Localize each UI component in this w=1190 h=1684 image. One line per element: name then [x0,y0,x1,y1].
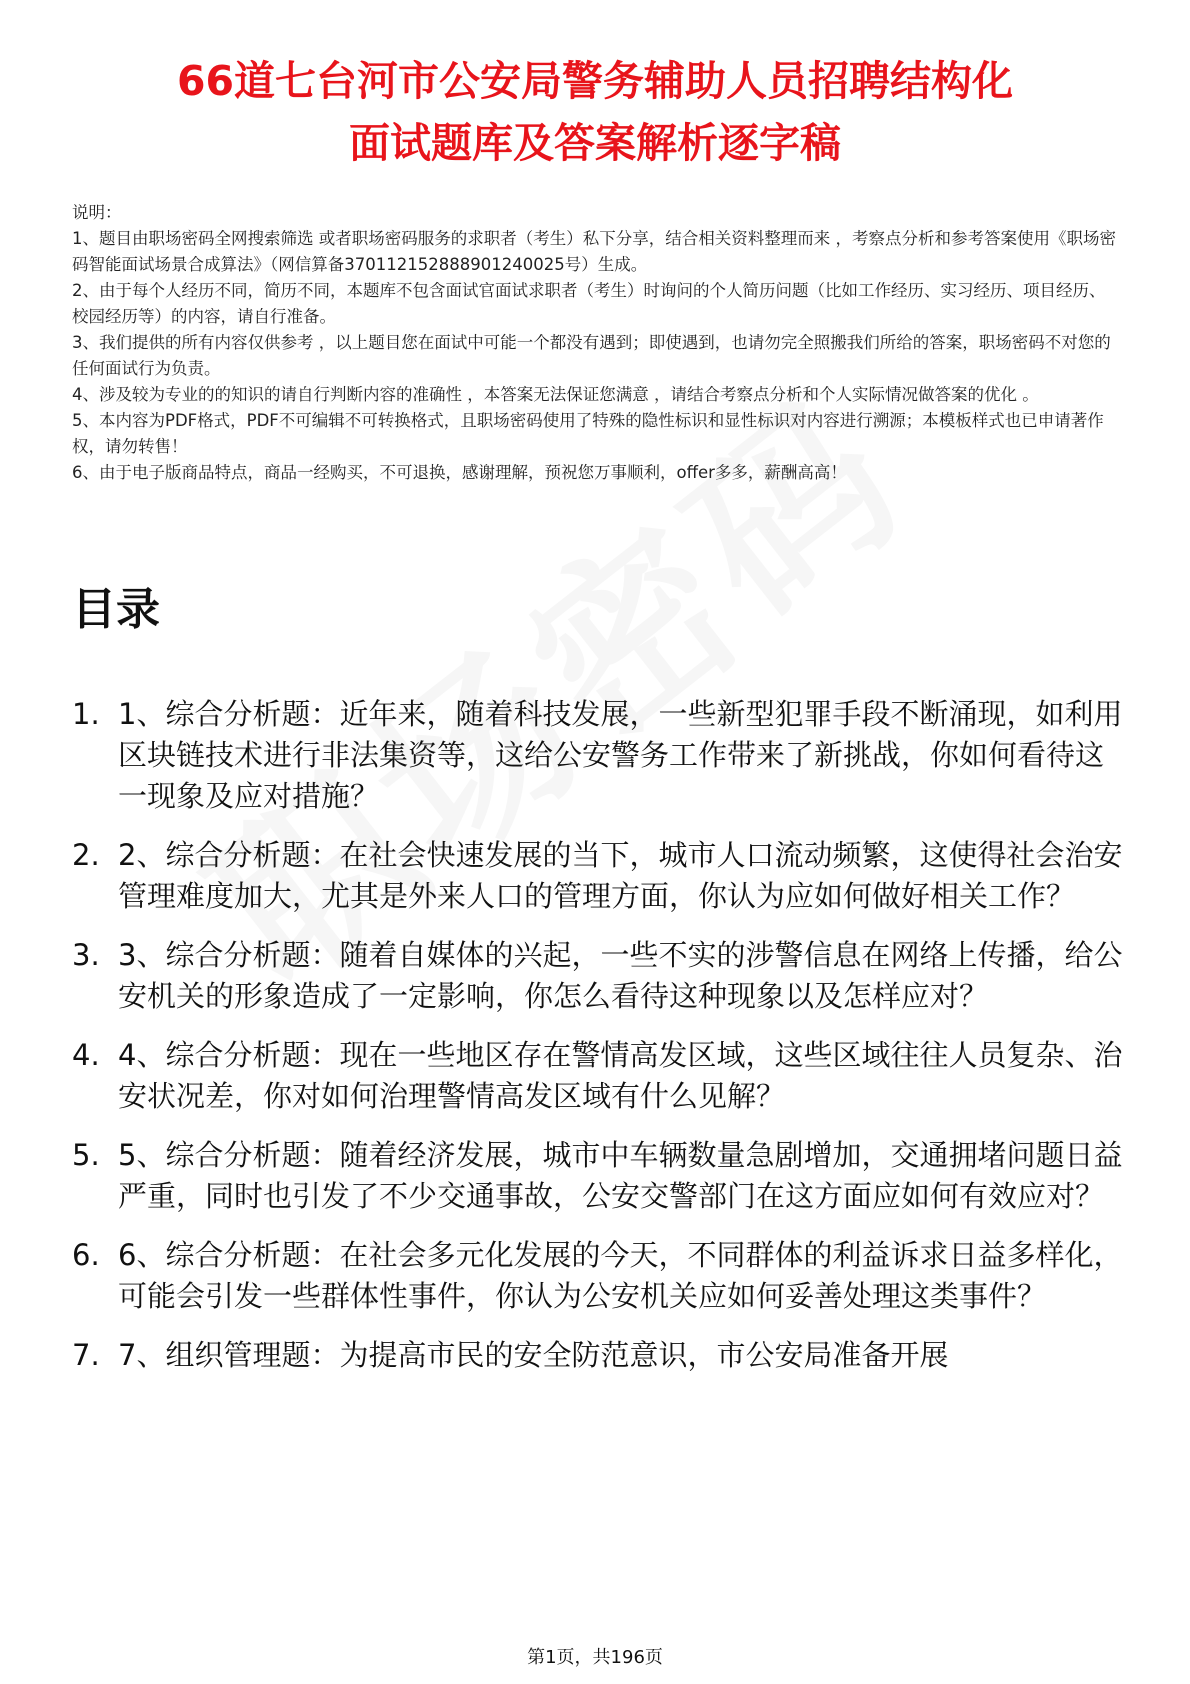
toc-item-number: 7. [72,1338,100,1372]
toc-item[interactable] [72,935,1124,1017]
toc-item-number: 4. [72,1038,100,1072]
toc-item-text: 3、综合分析题：随着自媒体的兴起，一些不实的涉警信息在网络上传播，给公安机关的形象造成了一定影响，你怎么看待这种现象以及怎样应对？ [118,938,1123,1013]
title-line-2: 面试题库及答案解析逐字稿 [349,119,841,167]
toc-item[interactable] [72,1135,1124,1217]
toc-item-number: 2. [72,838,100,872]
page-number: 第1页，共196页 [527,1647,663,1668]
toc-item-number: 6. [72,1238,100,1272]
toc-item[interactable] [72,694,1124,817]
toc-item[interactable] [72,835,1124,917]
toc-item-number: 3. [72,938,100,972]
toc-list [72,694,1124,1394]
note-item: 2、由于每个人经历不同，简历不同，本题库不包含面试官面试求职者（考生）时询问的个人简历问题（比如工作经历、实习经历、项目经历、校园经历等）的内容，请自行准备。 [72,281,1106,326]
toc-item-text: 5、综合分析题：随着经济发展，城市中车辆数量急剧增加，交通拥堵问题日益严重，同时也引发了不少交通事故，公安交警部门在这方面应如何有效应对？ [118,1138,1123,1213]
toc-item-text: 6、综合分析题：在社会多元化发展的今天，不同群体的利益诉求日益多样化，可能会引发一些群体性事件，你认为公安机关应如何妥善处理这类事件？ [118,1238,1123,1313]
document-title [60,50,1130,174]
title-line-1: 66道七台河市公安局警务辅助人员招聘结构化 [176,57,1014,105]
toc-item-text: 1、综合分析题：近年来，随着科技发展，一些新型犯罪手段不断涌现，如利用区块链技术进行非法集资等，这给公安警务工作带来了新挑战，你如何看待这一现象及应对措施？ [118,697,1123,813]
toc-item-text: 7、组织管理题：为提高市民的安全防范意识，市公安局准备开展 [118,1338,949,1372]
toc-item[interactable] [72,1035,1124,1117]
toc-item-text: 4、综合分析题：现在一些地区存在警情高发区域，这些区域往往人员复杂、治安状况差，你对如何治理警情高发区域有什么见解？ [118,1038,1123,1113]
toc-item-number: 5. [72,1138,100,1172]
toc-item[interactable] [72,1335,1124,1376]
note-item: 1、题目由职场密码全网搜索筛选 或者职场密码服务的求职者（考生）私下分享，结合相关资料整理而来 ，考察点分析和参考答案使用《职场密码智能面试场景合成算法》（网信算备370112152888901240025号）生成。 [72,229,1116,274]
notes-section [72,200,1120,486]
note-item: 6、由于电子版商品特点，商品一经购买，不可退换，感谢理解，预祝您万事顺利，offer多多，薪酬高高！ [72,463,847,482]
note-item: 3、我们提供的所有内容仅供参考 ，以上题目您在面试中可能一个都没有遇到；即使遇到，也请勿完全照搬我们所给的答案，职场密码不对您的任何面试行为负责。 [72,333,1111,378]
toc-item-text: 2、综合分析题：在社会快速发展的当下，城市人口流动频繁，这使得社会治安管理难度加大，尤其是外来人口的管理方面，你认为应如何做好相关工作？ [118,838,1123,913]
toc-heading: 目录 [72,584,160,635]
notes-heading: 说明： [72,203,122,222]
note-item: 4、涉及较为专业的的知识的请自行判断内容的准确性 ，本答案无法保证您满意 ，请结合考察点分析和个人实际情况做答案的优化 。 [72,385,1039,404]
toc-item[interactable] [72,1235,1124,1317]
note-item: 5、本内容为PDF格式，PDF不可编辑不可转换格式，且职场密码使用了特殊的隐性标识和显性标识对内容进行溯源；本模板样式也已申请著作权，请勿转售！ [72,411,1104,456]
toc-item-number: 1. [72,697,100,731]
